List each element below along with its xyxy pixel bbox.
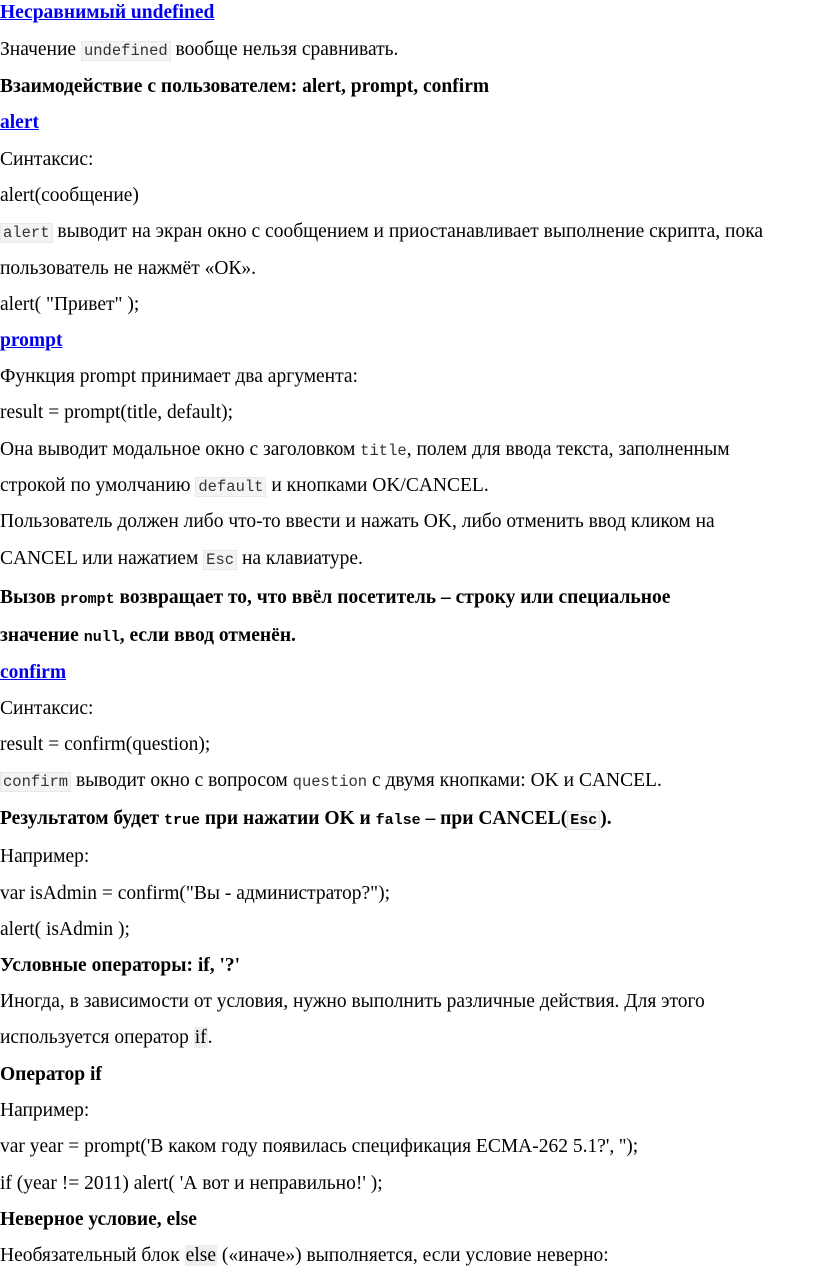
cond-para1: Иногда, в зависимости от условия, нужно выполнить различные действия. Для этого <box>0 991 705 1012</box>
section-heading-confirm <box>0 660 66 686</box>
inline-code: default <box>195 477 266 497</box>
heading-conditional: Условные операторы: if, '?' <box>0 955 241 976</box>
paragraph-undefined: Значение undefined вообще нельзя сравнивать. <box>0 39 399 60</box>
prompt-para1: Она выводит модальное окно с заголовком title, полем для ввода текста, заполненным <box>0 439 730 460</box>
link-alert[interactable]: alert <box>0 112 39 133</box>
inline-code: null <box>83 629 120 646</box>
section-heading-alert <box>0 110 39 136</box>
link-undefined[interactable]: Несравнимый undefined <box>0 2 215 23</box>
alert-syntax-label: Синтаксис: <box>0 149 94 170</box>
prompt-para3: Пользователь должен либо что-то ввести и нажать OK, либо отменить ввод кликом на <box>0 511 715 532</box>
inline-code: undefined <box>81 41 171 61</box>
if-example-line2: if (year != 2011) alert( 'А вот и неправильно!' ); <box>0 1173 383 1194</box>
prompt-syntax: result = prompt(title, default); <box>0 402 234 423</box>
if-example-line1: var year = prompt('В каком году появилась спецификация ECMA-262 5.1?', ''); <box>0 1136 639 1157</box>
alert-syntax: alert(сообщение) <box>0 185 139 206</box>
if-example-label: Например: <box>0 1100 90 1121</box>
inline-code: true <box>163 812 200 829</box>
inline-code: alert <box>0 223 53 243</box>
inline-code: Esc <box>203 550 237 570</box>
confirm-example-label: Например: <box>0 846 90 867</box>
prompt-bold-line1: Вызов prompt возвращает то, что ввёл посетитель – строку или специальное <box>0 587 671 608</box>
cond-para2: используется оператор if. <box>0 1027 213 1048</box>
alert-desc-line1: alert выводит на экран окно с сообщением и приостанавливает выполнение скрипта, пока <box>0 219 763 246</box>
else-para: Необязательный блок else («иначе») выполняется, если условие неверно: <box>0 1245 609 1266</box>
link-prompt[interactable]: prompt <box>0 330 63 351</box>
link-confirm[interactable]: confirm <box>0 662 67 683</box>
inline-code: else <box>185 1245 216 1266</box>
inline-code: question <box>292 773 368 791</box>
inline-code: confirm <box>0 772 71 792</box>
section-heading-prompt <box>0 328 62 354</box>
confirm-syntax-label: Синтаксис: <box>0 698 94 719</box>
prompt-para4: CANCEL или нажатием Esc на клавиатуре. <box>0 548 363 569</box>
inline-code: title <box>360 442 407 460</box>
confirm-syntax: result = confirm(question); <box>0 734 211 755</box>
heading-if: Оператор if <box>0 1064 102 1085</box>
inline-code: Esc <box>567 811 600 830</box>
confirm-result: Результатом будет true при нажатии OK и false – при CANCEL( Esc ). <box>0 808 612 829</box>
confirm-example-line1: var isAdmin = confirm("Вы - администратор?"); <box>0 883 391 904</box>
alert-example: alert( "Привет" ); <box>0 294 140 315</box>
prompt-bold-line2: значение null, если ввод отменён. <box>0 625 296 646</box>
heading-else: Неверное условие, else <box>0 1209 197 1230</box>
heading-interaction: Взаимодействие с пользователем: alert, prompt, confirm <box>0 76 490 97</box>
confirm-example-line2: alert( isAdmin ); <box>0 919 130 940</box>
inline-code: if <box>194 1027 207 1048</box>
confirm-desc: confirm выводит окно с вопросом question с двумя кнопками: OK и CANCEL. <box>0 768 662 795</box>
alert-desc-line2: пользователь не нажмёт «ОК». <box>0 258 257 279</box>
prompt-intro: Функция prompt принимает два аргумента: <box>0 366 358 387</box>
inline-code: false <box>375 812 421 829</box>
prompt-para2: строкой по умолчанию default и кнопками OK/CANCEL. <box>0 475 489 496</box>
section-heading-undefined <box>0 0 214 26</box>
inline-code: prompt <box>60 591 115 608</box>
